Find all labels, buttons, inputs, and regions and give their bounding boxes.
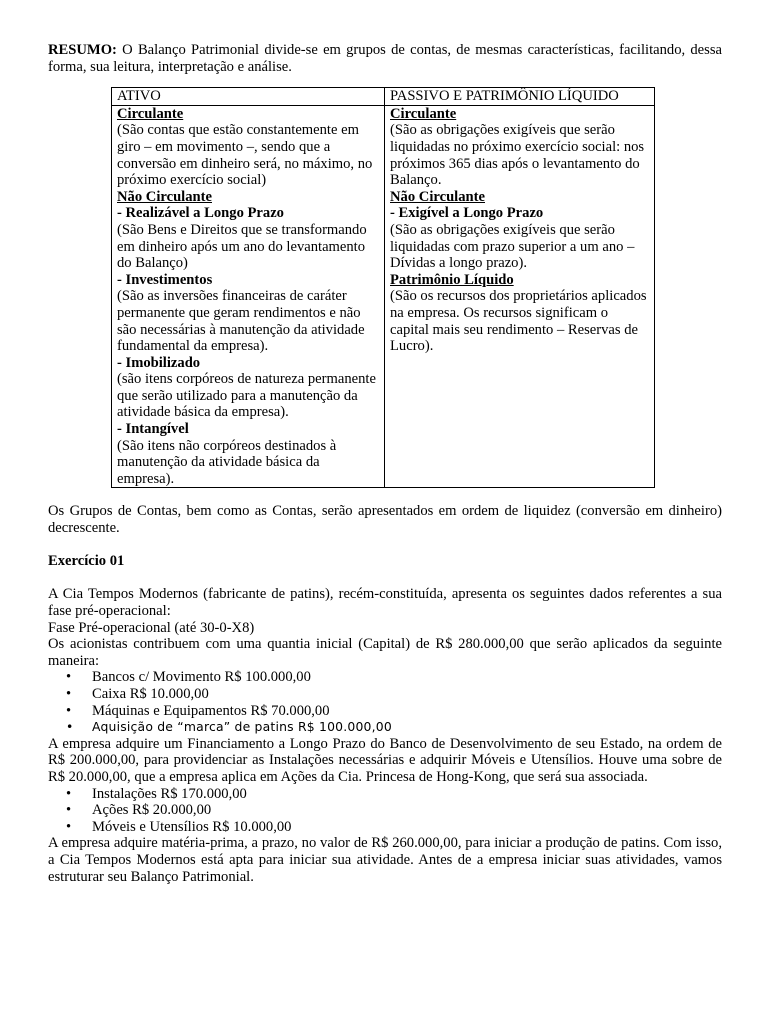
exercicio-title bbox=[48, 553, 722, 570]
list-item: • Máquinas e Equipamentos R$ 70.000,00 bbox=[92, 703, 722, 720]
passivo-nao-circulante-title: Não Circulante bbox=[390, 188, 485, 205]
aplicacao-list bbox=[48, 669, 722, 735]
table-body-row bbox=[112, 105, 655, 488]
exercicio-acionistas: Os acionistas contribuem com uma quantia inicial (Capital) de R$ 280.000,00 que serão aplicados da seguinte maneira: bbox=[48, 636, 722, 669]
document-page bbox=[48, 42, 722, 885]
ativo-circulante-title: Circulante bbox=[117, 105, 184, 122]
list-item: • Bancos c/ Movimento R$ 100.000,00 bbox=[92, 669, 722, 686]
exercicio-materia-prima: A empresa adquire matéria-prima, a prazo, no valor de R$ 260.000,00, para iniciar a produção de patins. Com isso, a Cia Tempos Modernos está apta para iniciar sua atividade. Antes de a empresa iniciar suas atividades, vamos estruturar seu Balanço Patrimonial. bbox=[48, 835, 722, 885]
list-item: • Instalações R$ 170.000,00 bbox=[92, 786, 722, 803]
realizavel-text: (São Bens e Direitos que se transformando em dinheiro após um ano do levantamento do Balanço) bbox=[117, 221, 367, 272]
patrimonio-liquido-text: (São os recursos dos proprietários aplicados na empresa. Os recursos significam o capital mais seu rendimento – Reservas de Lucro). bbox=[390, 288, 647, 355]
exigivel-title: - Exigível a Longo Prazo bbox=[390, 205, 544, 222]
ativo-circulante-text: (São contas que estão constantemente em giro – em movimento –, sendo que a conversão em dinheiro será, no máximo, no próximo exercício social) bbox=[117, 122, 373, 189]
grupos-paragraph: Os Grupos de Contas, bem como as Contas, serão apresentados em ordem de liquidez (conversão em dinheiro) decrescente. bbox=[48, 503, 722, 537]
table-header-row bbox=[112, 88, 655, 106]
list-item: • Aquisição de “marca” de patins R$ 100.000,00 bbox=[92, 719, 722, 736]
list-item: • Ações R$ 20.000,00 bbox=[92, 802, 722, 819]
intangivel-text: (São itens não corpóreos destinados à manutenção da atividade básica da empresa). bbox=[117, 437, 337, 487]
intangivel-title: - Intangível bbox=[117, 421, 189, 438]
ativo-header: ATIVO bbox=[112, 88, 385, 106]
exercicio-title-text: Exercício 01 bbox=[48, 553, 125, 570]
exercicio-fase: Fase Pré-operacional (até 30-0-X8) bbox=[48, 619, 255, 636]
ativo-column bbox=[112, 105, 385, 488]
balanco-table bbox=[111, 87, 655, 488]
patrimonio-liquido-title: Patrimônio Líquido bbox=[390, 271, 514, 288]
exercicio-intro: A Cia Tempos Modernos (fabricante de patins), recém-constituída, apresenta os seguintes dados referentes a sua fase pré-operacional: bbox=[48, 586, 722, 619]
resumo-label: RESUMO: bbox=[48, 42, 117, 58]
list-item: • Móveis e Utensílios R$ 10.000,00 bbox=[92, 819, 722, 836]
imobilizado-text: (são itens corpóreos de natureza permanente que serão utilizado para a manutenção da atividade básica da empresa). bbox=[117, 371, 376, 421]
passivo-circulante-text: (São as obrigações exigíveis que serão liquidadas no próximo exercício social: nos próximos 365 dias após o levantamento do Balanço. bbox=[390, 122, 645, 189]
imobilizado-title: - Imobilizado bbox=[117, 354, 201, 371]
exigivel-text: (São as obrigações exigíveis que serão liquidadas com prazo superior a um ano – Dívidas a longo prazo). bbox=[390, 221, 635, 272]
realizavel-title: - Realizável a Longo Prazo bbox=[117, 205, 284, 222]
ativo-nao-circulante-title: Não Circulante bbox=[117, 188, 212, 205]
exercicio-financiamento: A empresa adquire um Financiamento a Longo Prazo do Banco de Desenvolvimento de seu Estado, na ordem de R$ 200.000,00, para providenciar as Instalações necessárias e adquirir Móveis e Utensílios. Houve uma sobre de R$ 20.000,00, que a empresa aplica em Ações da Cia. Princesa de Hong-Kong, que será sua associada. bbox=[48, 735, 722, 785]
list-item: • Caixa R$ 10.000,00 bbox=[92, 686, 722, 703]
investimentos-title: - Investimentos bbox=[117, 271, 213, 288]
passivo-header: PASSIVO E PATRIMÔNIO LÍQUIDO bbox=[385, 88, 655, 106]
investimentos-text: (São as inversões financeiras de caráter permanente que geram rendimentos e não são necessárias à manutenção da atividade fundamental da empresa). bbox=[117, 288, 365, 355]
passivo-circulante-title: Circulante bbox=[390, 105, 457, 122]
resumo-paragraph bbox=[48, 42, 722, 75]
passivo-column bbox=[385, 105, 655, 488]
resumo-text: O Balanço Patrimonial divide-se em grupos de contas, de mesmas características, facilitando, dessa forma, sua leitura, interpretação e análise. bbox=[48, 42, 722, 75]
financiamento-list bbox=[48, 786, 722, 836]
